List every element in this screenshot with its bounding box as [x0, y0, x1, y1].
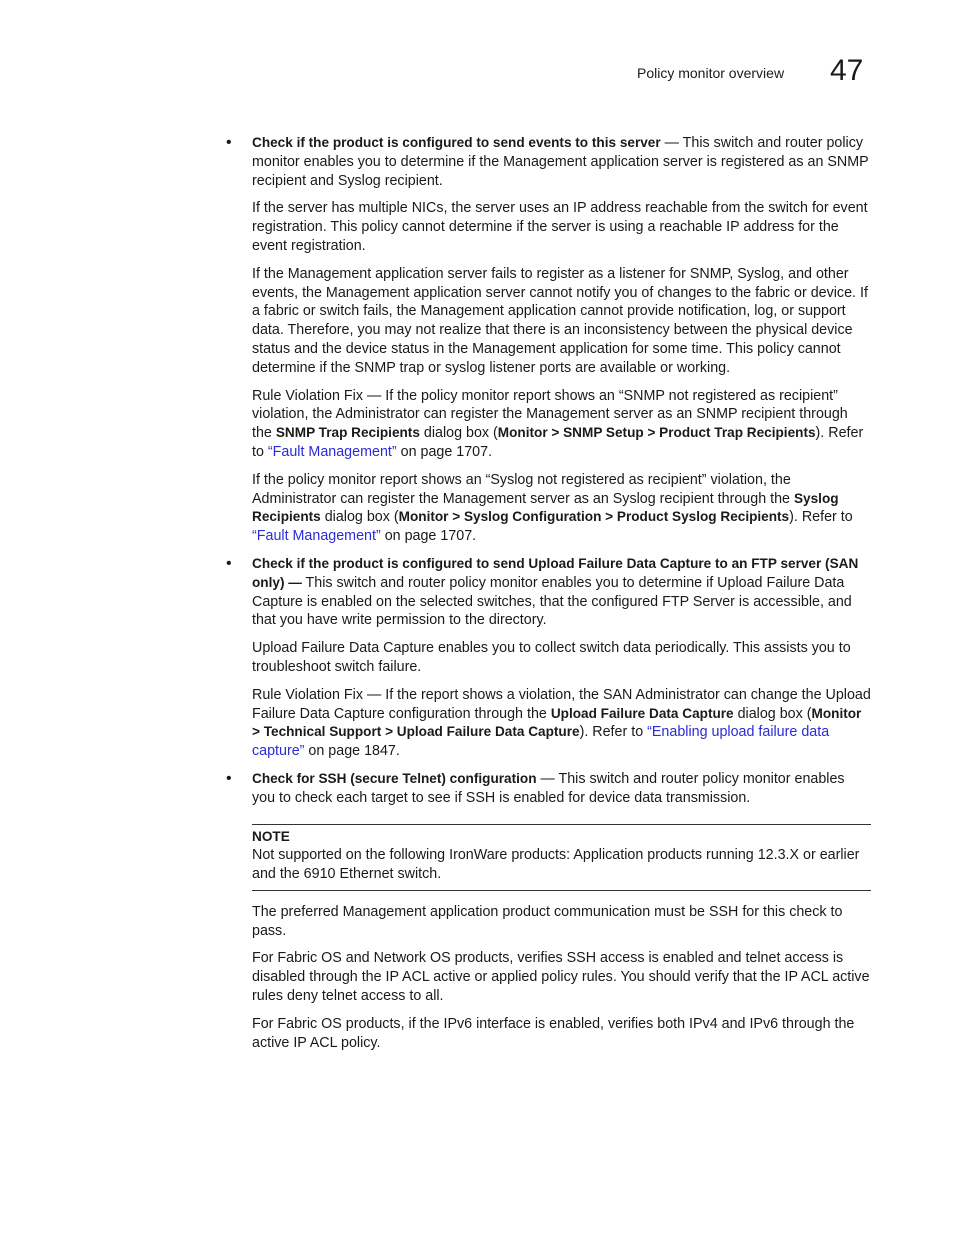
- paragraph: For Fabric OS and Network OS products, verifies SSH access is enabled and telnet access is disabled through the IP ACL active or applied policy rules. You should verify that the IP ACL active rules deny telnet access to all.: [252, 950, 870, 1005]
- text-run: on page 1707.: [380, 528, 477, 545]
- dialog-name: SNMP Trap Recipients: [275, 425, 420, 441]
- bullet-title: Check if the product is configured to send events to this server: [252, 135, 661, 150]
- bullet-text: — This switch and router policy monitor enables you to check each target to see if SSH is enabled for device data transmission.: [252, 770, 845, 806]
- dialog-name: Upload Failure Data Capture: [550, 705, 734, 721]
- dialog-name: Syslog Recipients: [252, 490, 839, 525]
- paragraph: [252, 387, 871, 462]
- paragraph: If the server has multiple NICs, the server uses an IP address reachable from the switch for event registration. This policy cannot determine if the server is using a reachable IP address for the event registration.: [252, 200, 868, 254]
- paragraph: The preferred Management application product communication must be SSH for this check to pass.: [252, 903, 843, 939]
- bullet-icon: •: [226, 134, 232, 151]
- text-run: on page 1847.: [304, 743, 400, 760]
- cross-reference-link[interactable]: “Fault Management”: [267, 443, 397, 460]
- menu-path: Monitor > SNMP Setup > Product Trap Recipients: [497, 425, 816, 441]
- page-header: [0, 56, 954, 96]
- bullet-icon: •: [226, 769, 232, 787]
- chapter-number: 47: [830, 54, 864, 87]
- bullet-item: [226, 770, 871, 808]
- bullet-item: [226, 555, 871, 630]
- note-title: NOTE: [252, 828, 290, 844]
- text-run: ). Refer to: [252, 425, 864, 460]
- text-run: dialog box (: [320, 509, 399, 526]
- bullet-text: — This switch and router policy monitor enables you to determine if the Management application server is registered as an SNMP recipient and Syslog recipient.: [252, 135, 869, 189]
- paragraph: For Fabric OS products, if the IPv6 interface is enabled, verifies both IPv4 and IPv6 through the active IP ACL policy.: [252, 1015, 855, 1051]
- note-text: Not supported on the following IronWare products: Application products running 12.3.X or earlier and the 6910 Ethernet switch.: [252, 847, 860, 883]
- bullet-title: Check for SSH (secure Telnet) configuration: [252, 770, 537, 786]
- text-run: Rule Violation Fix — If the policy monitor report shows an “SNMP not registered as recipient” violation, the Administrator can register the Management server as an SNMP recipient through the: [252, 387, 848, 442]
- cross-reference-link[interactable]: “Enabling upload failure data capture”: [252, 724, 830, 760]
- bullet-item: [226, 134, 871, 190]
- bullet-title: Check if the product is configured to send Upload Failure Data Capture to an FTP server (SAN only) —: [252, 555, 859, 590]
- text-run: dialog box (: [733, 705, 812, 722]
- text-run: ). Refer to: [579, 724, 648, 741]
- note-box: [252, 824, 871, 891]
- text-run: on page 1707.: [396, 443, 493, 460]
- menu-path: Monitor > Technical Support > Upload Failure Data Capture: [252, 705, 862, 740]
- section-title: Policy monitor overview: [637, 65, 785, 81]
- text-run: ). Refer to: [789, 509, 853, 526]
- text-run: Rule Violation Fix — If the report shows a violation, the SAN Administrator can change the Upload Failure Data Capture configuration through the: [252, 686, 871, 722]
- paragraph: [252, 686, 871, 761]
- cross-reference-link[interactable]: “Fault Management”: [252, 528, 381, 545]
- bullet-icon: •: [226, 554, 232, 572]
- paragraph: [252, 471, 871, 546]
- bullet-text: This switch and router policy monitor enables you to determine if Upload Failure Data Capture is enabled on the selected switches, that the configured FTP Server is accessible, and that you have write permission to the directory.: [252, 574, 852, 629]
- menu-path: Monitor > Syslog Configuration > Product Syslog Recipients: [398, 509, 790, 525]
- text-run: dialog box (: [419, 425, 498, 442]
- page-body: [226, 134, 871, 1061]
- paragraph: If the Management application server fails to register as a listener for SNMP, Syslog, and other events, the Management application server cannot notify you of changes to the fabric or device. If a fabric or switch fails, the Management application cannot provide notification, log, or support data. Therefore, you may not realize that there is an inconsistency between the physical device status and the device status in the Management application for some time. This policy cannot determine if the SNMP trap or syslog listener ports are available or working.: [252, 265, 868, 376]
- paragraph: Upload Failure Data Capture enables you to collect switch data periodically. This assists you to troubleshoot switch failure.: [252, 640, 851, 675]
- text-run: If the policy monitor report shows an “Syslog not registered as recipient” violation, the Administrator can register the Management server as an Syslog recipient through the: [252, 471, 794, 507]
